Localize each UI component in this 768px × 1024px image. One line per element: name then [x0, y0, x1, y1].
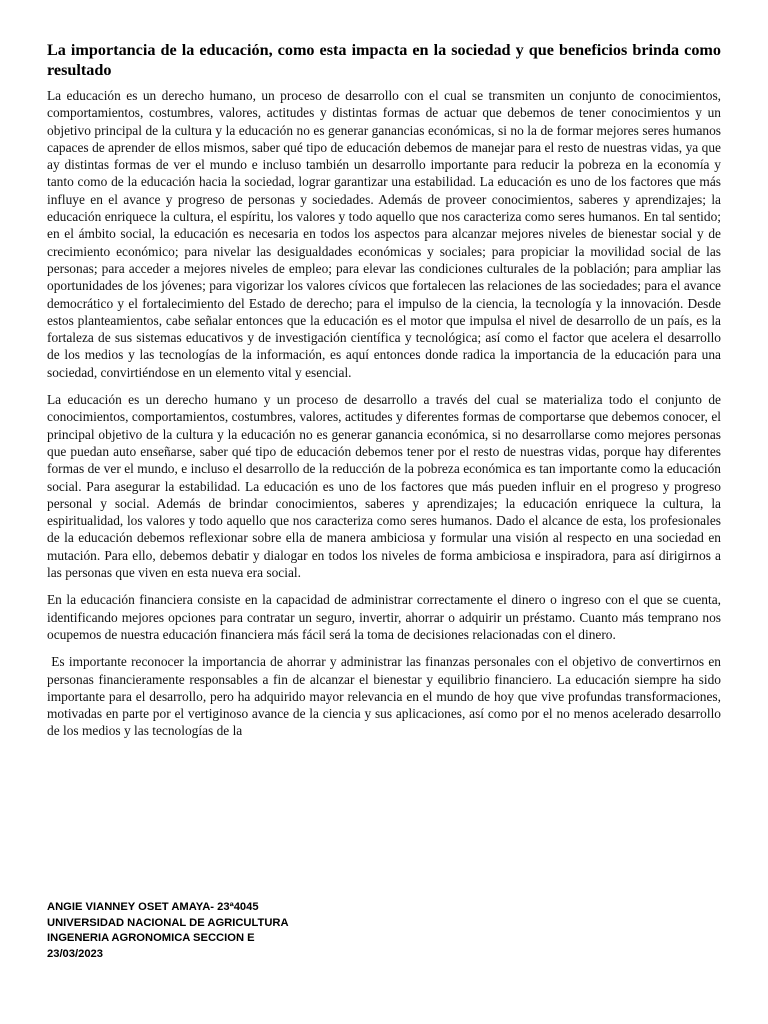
document-page — [47, 40, 725, 750]
document-date: 23/03/2023 — [47, 947, 103, 960]
university-name: UNIVERSIDAD NACIONAL DE AGRICULTURA — [47, 916, 289, 929]
paragraph-1: La educación es un derecho humano, un proceso de desarrollo con el cual se transmiten un conjunto de conocimientos, comportamientos, costumbres, valores, actitudes y distintas formas de actuar que debemos de tener conocimientos y un objetivo principal de la cultura y la educación no es generar ganancias económicas, si no la de formar mejores seres humanos capaces de aprender de ellos mismos, saber qué tipo de educación debemos de manejar para el resto de nuestras vidas, ya que ay distintas formas de ver el mundo e incluso también un desarrollo importante para reducir la pobreza en la economía y tanto como de la educación hacia la sociedad, lograr garantizar una estabilidad. La educación es uno de los factores que más influye en el avance y progreso de personas y sociedades. Además de proveer conocimientos, saberes y aprendizajes; la educación enriquece la cultura, el espíritu, los valores y todo aquello que nos caracteriza como seres humanos. En tal sentido; en el ámbito social, la educación es necesaria en todos los aspectos para alcanzar mejores niveles de bienestar social y de crecimiento económico; para nivelar las desigualdades económicas y sociales; para propiciar la movilidad social de las personas; para acceder a mejores niveles de empleo; para elevar las condiciones culturales de la población; para ampliar las oportunidades de los jóvenes; para vigorizar los valores cívicos que fortalecen las relaciones de las sociedades; para el avance democrático y el fortalecimiento del Estado de derecho; para el impulso de la ciencia, la tecnología y la innovación. Desde estos planteamientos, cabe señalar entonces que la educación es el motor que impulsa el nivel de desarrollo de un país, es la fortaleza de sus sistemas educativos y de investigación científica y tecnológica; así como el factor que acelera el desarrollo de los medios y las tecnologías de la información, es aquí entonces donde radica la importancia de la educación para una sociedad, convirtiéndose en un elemento vital y esencial. — [47, 88, 721, 380]
paragraph-3: En la educación financiera consiste en la capacidad de administrar correctamente el dinero o ingreso con el que se cuenta, identificando mejores opciones para contratar un seguro, invertir, ahorrar o adquirir un préstamo. Cuanto más temprano nos ocupemos de nuestra educación financiera más fácil será la toma de decisiones relacionadas con el dinero. — [47, 592, 721, 642]
author-name: ANGIE VIANNEY OSET AMAYA- 23ª4045 — [47, 901, 259, 913]
paragraph-4: Es importante reconocer la importancia de ahorrar y administrar las finanzas personales con el objetivo de convertirnos en personas financieramente responsables a fin de alcanzar el bienestar y equilibrio financiero. La educación siempre ha sido importante para el desarrollo, pero ha adquirido mayor relevancia en el mundo de hoy que vive profundas transformaciones, motivadas en parte por el vertiginoso avance de la ciencia y sus aplicaciones, así como por el no menos acelerado desarrollo de los medios y las tecnologías de la — [47, 654, 725, 739]
program-section: INGENERIA AGRONOMICA SECCION E — [47, 932, 255, 945]
document-title: La importancia de la educación, como esta impacta en la sociedad y que beneficios brinda como resultado — [47, 41, 721, 79]
author-footer — [47, 900, 721, 962]
paragraph-2: La educación es un derecho humano y un proceso de desarrollo a través del cual se materializa todo el conjunto de conocimientos, comportamientos, costumbres, valores, actitudes y diferentes formas de comportarse que debemos conocer, el principal objetivo de la cultura y la educación no es generar ganancia económica, si no desarrollarse como mejores personas que puedan auto enseñarse, saber qué tipo de educación debemos tener por el resto de nuestras vidas, porque hay diferentes formas de ver el mundo, e incluso el desarrollo de la reducción de la pobreza económica es tan importante como la educación social. Para asegurar la estabilidad. La educación es uno de los factores que más pueden influir en el progreso y progreso personal y social. Además de brindar conocimientos, saberes y aprendizajes; la educación enriquece la cultura, la espiritualidad, los valores y todo aquello que nos caracteriza como seres humanos. Dado el alcance de esta, los profesionales de la educación debemos reflexionar sobre ella de manera ambiciosa y formular una visión al respecto en una sociedad en mutación. Para ello, debemos debatir y dialogar en todos los niveles de forma ambiciosa e inspiradora, para así dirigirnos a las personas que viven en esta nueva era social. — [47, 392, 721, 581]
